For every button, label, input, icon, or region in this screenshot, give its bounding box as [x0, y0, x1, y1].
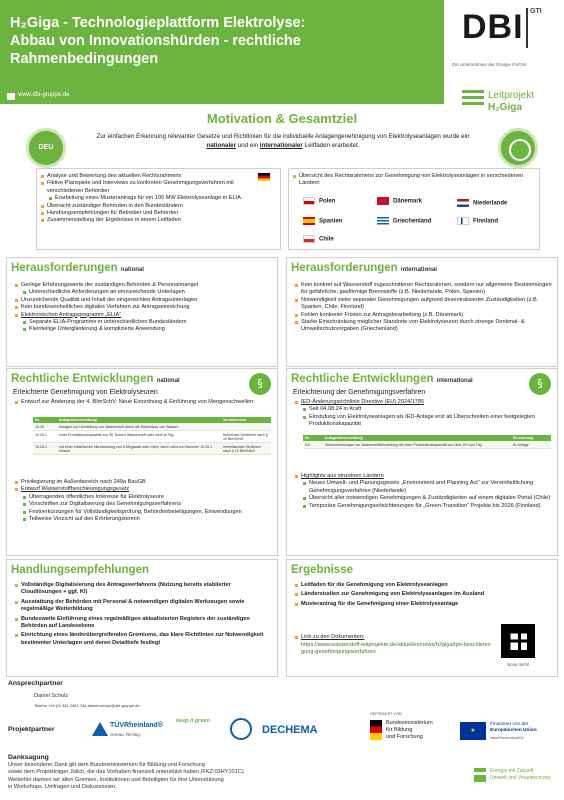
herausforderungen-national-list — [15, 282, 273, 334]
list-item: Überragendes öffentliches Interesse für Elektrolyseure — [15, 494, 271, 501]
website-link[interactable]: www.dbi-gruppe.de — [18, 92, 70, 98]
rechtliche-international-subtitle: Erleichterung der Genehmigungsverfahren — [293, 389, 426, 396]
table-row: 10.26 Anlagen zur Herstellung von Wasserstoff durch die Elektrolyse von Wasser — [33, 423, 271, 431]
country-polen: Polen — [303, 197, 335, 205]
herausforderungen-international-panel — [286, 257, 558, 367]
spain-flag-icon — [303, 217, 315, 225]
list-item: Temporäre Genehmigungserleichterungen für „Green-Transition“ Projekte bis 2026 (Finnland) — [295, 503, 551, 510]
national-overview-panel — [36, 168, 281, 250]
list-item: Seit 04.08.24 in Kraft — [295, 406, 551, 413]
dbi-logo-gti: GTI — [530, 8, 542, 15]
contact-name: Daniel Schulz — [34, 693, 69, 699]
chile-flag-icon — [303, 235, 315, 243]
rechtliche-national-list — [15, 479, 271, 523]
bmbf-logo: GEFÖRDERT VOM Bundesministerium für Bildung und Forschung — [370, 712, 433, 740]
bimschv-intro: Entwurf zur Änderung der 4. BImSchV: Neue Einordnung & Einführung von Mengenschwellen: — [15, 399, 265, 406]
motivation-text: Zur einfachen Erkennung relevanter Gesetze und Richtlinien für die individuelle Anlagengenehmigung von Elektrolyseanlagen wurde ein nationaler und ein internationaler Leitfaden erarbeitet. — [96, 133, 470, 149]
globe-seal-icon — [498, 128, 538, 168]
list-item: Kein bundeseinheitliches digitales Verfahren zur Antragseinreichung — [15, 304, 273, 311]
documents-link[interactable]: https://www.wasserstoff-leitprojekte.de/aktuelles/news/h2giga/tpe-beschleunigung-genehmigungsverfahren — [301, 642, 491, 656]
eu-logo: ★ Finanziert von der Europäischen Union NextGenerationEU — [460, 720, 556, 744]
list-item: Notwendigkeit vieler separater Genehmigungen aufgrund dezentralisierter Zuständigkeiten (z.B. Spanien, Chile, Finnland) — [295, 297, 553, 312]
list-item: Fristverkürzungen für Vollständigkeitsprüfung, Behördenbeteiligungen, Einwendungen — [15, 509, 271, 516]
ied-table-wrap — [303, 435, 551, 449]
rechtliche-national-title: Rechtliche Entwicklungen national — [11, 373, 180, 385]
greece-flag-icon — [377, 217, 389, 225]
table-header: Nr. — [33, 417, 57, 423]
bimschv-table-wrap — [33, 417, 271, 455]
list-item: Kein konkret auf Wasserstoff zugeschnittener Rechtsrahmen, sondern nur allgemeine Bestimmungen für gefährliche, gasförmige Brennstoffe (z.B. Niederlande, Polen, Spanien) — [295, 282, 553, 297]
ied-table — [303, 435, 551, 449]
list-item: Musterantrag für die Genehmigung einer Elektrolyseanlage — [295, 601, 551, 608]
title-line-2: Abbau von Innovationshürden - rechtliche — [10, 33, 301, 49]
list-item: Fehlen konkreter Fristen zur Antragsbearbeitung (z.B. Dänemark) — [295, 312, 553, 319]
dbi-tagline: Ein Unternehmen der Gruppe DVGW — [452, 62, 527, 67]
ied-directive: IED-Änderungsrichtlinie Directive (EU) 2024/1785 — [295, 399, 551, 406]
list-item: Länderstudien zur Genehmigung von Elektrolyseanlagen im Ausland — [295, 591, 551, 598]
poland-flag-icon — [303, 197, 315, 205]
list-item: Erarbeitung eines Musterantrags für ein 100 MW Elektrolyseanlage in ELIA — [41, 195, 261, 202]
table-row: 10.26.2 mit einer elektrischen Nennleistung von 5 Megawatt oder mehr, wenn nicht von Nummer 10.26.1 erfasst. vereinfachtes Verfahren nach § 19 BImSchG — [33, 443, 271, 455]
dbi-logo: DBI — [462, 8, 524, 46]
rechtliche-international-title: Rechtliche Entwicklungen international — [291, 373, 473, 385]
title-line-3: Rahmenbedingungen — [10, 51, 159, 67]
table-row: 10.26.1 einer Produktionskapazität von 50 Tonnen Wasserstoff oder mehr je Tag, förmliches Verfahren nach § 10 BImSchG — [33, 431, 271, 443]
list-item: Geringe Erfahrungswerte der zuständigen Behörden & Personalmangel — [15, 282, 273, 289]
country-finnland: Finnland — [457, 217, 498, 225]
rechtliche-national-panel — [6, 368, 278, 556]
international-overview-panel — [288, 168, 540, 250]
list-item: Kleinteilige Untergliederung & komplizierte Anwendung — [15, 326, 273, 333]
internationaler-label: internationaler — [259, 142, 303, 149]
herausforderungen-international-title: Herausforderungen international — [291, 262, 437, 274]
list-item: Einstufung von Elektrolyseanlagen als IED-Anlage erst ab Überschreiten einer festgelegten Produktionskapazität — [295, 414, 551, 429]
qr-code[interactable] — [501, 624, 535, 658]
list-item: Entwurf Wasserstoffbeschleunigungsgesetz — [15, 486, 271, 493]
rechtliche-national-subtitle: Erleichterte Genehmigung von Elektrolyseuren — [13, 389, 158, 396]
ergebnisse-list — [295, 582, 551, 608]
link-label: Link zu den Dokumenten: — [295, 634, 495, 641]
highlights-label: Highlights aus einzelnen Ländern — [295, 473, 551, 480]
bimschv-table — [33, 417, 271, 455]
deu-seal-icon: DEU — [26, 128, 66, 168]
list-item: Vorschriften zur Digitalisierung des Genehmigungsverfahrens — [15, 501, 271, 508]
list-item: Bundesweite Einführung eines regelmäßigen aktualisierten Registers der zuständigen Behörden auf Landesebene — [15, 616, 273, 631]
country-chile: Chile — [303, 235, 334, 243]
tuv-triangle-icon — [92, 722, 108, 736]
leitprojekt-name: H₂Giga — [488, 102, 522, 113]
list-item: Vollständige Digitalisierung des Antragsverfahrens (Nutzung bereits etablierter Cloudlösungen + ggf. KI) — [15, 582, 273, 597]
title-line-1: H₂Giga - Technologieplattform Elektrolyse: — [10, 15, 306, 31]
poster-title — [10, 14, 410, 68]
country-daenemark: Dänemark — [377, 197, 422, 205]
list-item: Einrichtung eines länderübergreifenden Gremiums, das klare Richtlinien zur Notwendigkeit bestimmter Unterlagen und deren Detailtiefe festlegt — [15, 632, 273, 647]
list-item: Fiktive Planspiele und Interviews zu konkreten Genehmigungsverfahren mit verschiedenen Behörden — [41, 180, 261, 195]
paragraph-icon: § — [249, 373, 271, 395]
finland-flag-icon — [457, 217, 469, 225]
list-item: Teilweise Verzicht auf den Erörterungstermin — [15, 516, 271, 523]
leitprojekt-bars-icon — [462, 90, 484, 110]
contact-details[interactable]: Telefon +49 (0) 341 2457-134 daniel.schulz@dbi-gruppe.de — [34, 703, 140, 708]
handlung-panel — [6, 559, 278, 677]
contact-label: Ansprechpartner — [8, 680, 63, 687]
leitprojekt-label: Leitprojekt — [488, 90, 535, 101]
tagline-bars-icon — [474, 768, 486, 782]
international-overview-text: Übersicht des Rechtsrahmens zur Genehmigung von Elektrolyseanlagen in verschiedenen Ländern — [293, 173, 533, 188]
header-banner — [0, 0, 564, 90]
list-item: Privilegierung im Außenbereich nach 249a BauGB — [15, 479, 271, 486]
herausforderungen-national-title: Herausforderungen national — [11, 262, 144, 274]
table-header: Anlagenbeschreibung — [323, 435, 511, 441]
table-row: 6.6 Wasserelektrolyse zur Wasserstoffherstellung mit einer Produktionskapazität von über 50 t pro Tag IE-Anlage — [303, 441, 551, 449]
handlung-list — [15, 582, 273, 647]
list-item: Leitfaden für die Genehmigung von Elektrolyseanlagen — [295, 582, 551, 589]
dbi-logo-box — [444, 0, 564, 90]
country-spanien: Spanien — [303, 217, 342, 225]
nationaler-label: nationaler — [206, 142, 237, 149]
eagle-icon — [370, 720, 382, 740]
denmark-flag-icon — [377, 197, 389, 205]
table-header: Anlagenbeschreibung — [57, 417, 221, 423]
list-item: Übersicht zuständiger Behörden in den Bundesländern — [41, 203, 261, 210]
partners-label: Projektpartner — [8, 726, 55, 733]
national-overview-list — [41, 173, 261, 225]
chemistry-icon — [230, 718, 252, 740]
table-header: Verfahrensart — [221, 417, 271, 423]
herausforderungen-national-panel — [6, 257, 278, 367]
ergebnisse-title: Ergebnisse — [291, 564, 353, 576]
monitor-icon — [7, 93, 15, 100]
list-item: Unzureichende Qualität und Inhalt der eingereichten Antragsunterlagen — [15, 297, 273, 304]
country-griechenland: Griechenland — [377, 217, 431, 225]
list-item: Elektronischen Antragsprogramm „ELIA“ — [15, 312, 273, 319]
danksagung-label: Danksagung — [8, 754, 49, 761]
herausforderungen-international-list — [295, 282, 553, 334]
handlung-title: Handlungsempfehlungen — [11, 564, 149, 576]
list-item: Neues Umwelt- und Planungsgesetz „Environment and Planning Act“ zur Vereinheitlichung Genehmigungsverfahren (Niederlande) — [295, 480, 551, 495]
table-header: Nr. — [303, 435, 323, 441]
list-item: Handlungsempfehlungen für Betreiber und Behörden — [41, 210, 261, 217]
list-item: Starke Einschränkung möglicher Standorte von Elektrolyseuren durch strenge Denkmal- & Umweltschutzvorgaben (Griechenland) — [295, 319, 553, 334]
keep-it-green-logo: keep it green — [176, 718, 210, 724]
eu-flag-icon: ★ — [460, 722, 486, 740]
danksagung-text: Unser besonderer Dank gilt dem Bundesministerium für Bildung und Forschung sowie dem Projektträger Jülich, die das Vorhaben finanziell unterstützt haben (FKZ:03HY101C). Weiterhin danken wir allen Gremien, Institutionen und Beteiligten für ihre Unterstützung in Workshops, Umfragen und Diskussionen. — [8, 762, 246, 791]
dechema-logo: DECHEMA — [262, 724, 318, 736]
list-item: Ausstattung der Behörden mit Personal & notwendigen digitalen Werkzeugen sowie regelmäßige Weiterbildung — [15, 599, 273, 614]
netherlands-flag-icon — [457, 199, 469, 207]
paragraph-icon: § — [529, 373, 551, 395]
dbi-logo-sub — [526, 8, 548, 48]
list-item: Analyse und Bewertung des aktuellen Rechtsrahmens — [41, 173, 261, 180]
ergebnisse-panel — [286, 559, 558, 677]
country-niederlande: Niederlande — [457, 199, 507, 207]
list-item: Übersicht aller notwendigen Genehmigungen & Zuständigkeiten auf einem digitalen Portal (Chile) — [295, 495, 551, 502]
table-header: Einordnung — [511, 435, 551, 441]
list-item: Zusammenstellung der Ergebnisse in einem Leitfaden — [41, 217, 261, 224]
qr-caption: Scan mich! — [507, 662, 530, 667]
list-item: Separate ELIA-Programme in unterschiedlichen Bundesländern — [15, 319, 273, 326]
list-item: Unterschiedliche Anforderungen an einzureichende Unterlagen — [15, 289, 273, 296]
url-bar — [0, 90, 444, 104]
rechtliche-international-panel — [286, 368, 558, 556]
motivation-title: Motivation & Gesamtziel — [206, 111, 358, 126]
highlights-list — [295, 473, 551, 510]
tuv-logo: TÜVRheinland® Genau. Richtig. — [92, 720, 166, 742]
